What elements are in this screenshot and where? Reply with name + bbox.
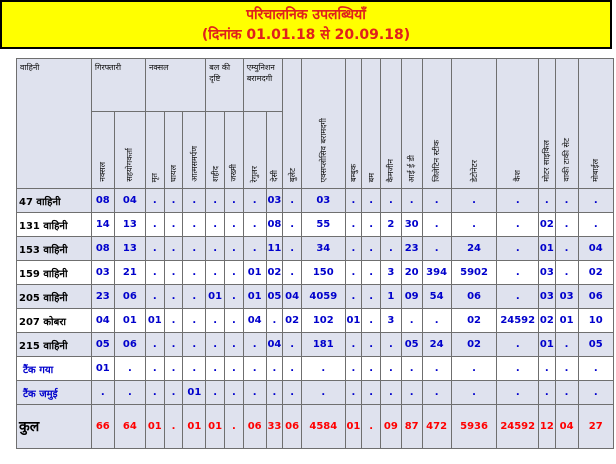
total-cell: 24592 bbox=[497, 405, 539, 449]
total-cell: 01 bbox=[183, 405, 206, 449]
table-cell: 150 bbox=[301, 261, 345, 285]
table-cell: . bbox=[497, 381, 539, 405]
total-cell: 06 bbox=[243, 405, 266, 449]
report-date-range: (दिनांक 01.01.18 से 20.09.18) bbox=[201, 27, 411, 43]
row-unit-name: टैंक जमुई bbox=[17, 381, 92, 405]
report-title: परिचालनिक उपलब्धियाँ bbox=[246, 7, 366, 23]
table-cell: . bbox=[283, 381, 302, 405]
header-col-label: मोटर साइकिल bbox=[542, 140, 552, 182]
header-col-label: बुलेट bbox=[287, 167, 297, 182]
header-col-label: आई ई डी bbox=[407, 154, 417, 182]
total-cell: 12 bbox=[539, 405, 556, 449]
row-unit-name: 205 वाहिनी bbox=[17, 285, 92, 309]
header-col-9 bbox=[283, 59, 302, 189]
table-cell: . bbox=[345, 261, 362, 285]
header-group-arrest: गिरफ्तारी bbox=[91, 59, 145, 112]
table-cell: . bbox=[225, 285, 244, 309]
table-row bbox=[17, 309, 614, 333]
header-col-15 bbox=[422, 59, 451, 189]
table-cell: . bbox=[164, 237, 183, 261]
table-cell: . bbox=[497, 261, 539, 285]
table-cell: . bbox=[578, 213, 613, 237]
table-cell: 04 bbox=[243, 309, 266, 333]
table-cell: 04 bbox=[283, 285, 302, 309]
table-cell: 05 bbox=[91, 333, 114, 357]
header-col-label: मोबाईल bbox=[591, 159, 601, 182]
table-cell: . bbox=[243, 381, 266, 405]
table-cell: . bbox=[183, 309, 206, 333]
table-cell: 01 bbox=[183, 381, 206, 405]
table-cell: 02 bbox=[451, 309, 497, 333]
table-cell: . bbox=[401, 309, 422, 333]
header-col-7 bbox=[243, 112, 266, 189]
table-cell: . bbox=[183, 261, 206, 285]
table-cell: 30 bbox=[401, 213, 422, 237]
table-cell: . bbox=[555, 357, 578, 381]
total-cell: 01 bbox=[345, 405, 362, 449]
header-col-19 bbox=[555, 59, 578, 189]
table-cell: 03 bbox=[555, 285, 578, 309]
table-cell: 04 bbox=[266, 333, 283, 357]
header-col-4 bbox=[183, 112, 206, 189]
header-col-label: डेटोनेटर bbox=[469, 159, 479, 182]
table-cell: . bbox=[345, 213, 362, 237]
table-cell: . bbox=[206, 381, 225, 405]
header-col-16 bbox=[451, 59, 497, 189]
table-cell: 102 bbox=[301, 309, 345, 333]
table-cell: . bbox=[555, 333, 578, 357]
header-col-label: कैमजीन bbox=[386, 158, 396, 182]
table-row bbox=[17, 261, 614, 285]
total-cell: 66 bbox=[91, 405, 114, 449]
table-cell: 13 bbox=[114, 237, 145, 261]
table-cell: . bbox=[362, 333, 381, 357]
table-cell: . bbox=[451, 189, 497, 213]
table-cell: 03 bbox=[301, 189, 345, 213]
table-cell: 181 bbox=[301, 333, 345, 357]
table-cell: . bbox=[451, 381, 497, 405]
header-col-6 bbox=[225, 112, 244, 189]
table-cell: 02 bbox=[283, 309, 302, 333]
header-col-0 bbox=[91, 112, 114, 189]
table-row bbox=[17, 285, 614, 309]
table-cell: . bbox=[91, 381, 114, 405]
table-cell: 04 bbox=[578, 237, 613, 261]
table-cell: . bbox=[145, 381, 164, 405]
report-banner bbox=[0, 0, 612, 49]
table-cell: 08 bbox=[91, 237, 114, 261]
table-cell: 24592 bbox=[497, 309, 539, 333]
table-cell: . bbox=[497, 333, 539, 357]
total-cell: 5936 bbox=[451, 405, 497, 449]
total-cell: . bbox=[225, 405, 244, 449]
table-cell: 4059 bbox=[301, 285, 345, 309]
table-cell: 3 bbox=[380, 261, 401, 285]
table-cell: 06 bbox=[451, 285, 497, 309]
total-cell: 01 bbox=[206, 405, 225, 449]
table-cell: . bbox=[422, 357, 451, 381]
table-cell: . bbox=[401, 189, 422, 213]
table-cell: 02 bbox=[539, 213, 556, 237]
table-cell: 02 bbox=[451, 333, 497, 357]
table-cell: 11 bbox=[266, 237, 283, 261]
table-cell: . bbox=[145, 261, 164, 285]
table-cell: 05 bbox=[401, 333, 422, 357]
header-group-ammunition: एम्युनिशन बरामदगी bbox=[243, 59, 283, 112]
table-cell: 01 bbox=[114, 309, 145, 333]
table-cell: . bbox=[243, 357, 266, 381]
header-row-groups bbox=[17, 59, 614, 112]
table-cell: . bbox=[283, 261, 302, 285]
total-cell: 4584 bbox=[301, 405, 345, 449]
table-cell: . bbox=[451, 357, 497, 381]
table-cell: 394 bbox=[422, 261, 451, 285]
table-cell: . bbox=[555, 213, 578, 237]
table-cell: 24 bbox=[451, 237, 497, 261]
header-col-label: नक्सल bbox=[98, 162, 108, 182]
table-cell: . bbox=[206, 237, 225, 261]
table-cell: . bbox=[145, 189, 164, 213]
table-cell: . bbox=[145, 285, 164, 309]
table-cell: . bbox=[422, 237, 451, 261]
header-col-5 bbox=[206, 112, 225, 189]
table-cell: . bbox=[380, 237, 401, 261]
table-cell: . bbox=[225, 237, 244, 261]
table-cell: . bbox=[164, 261, 183, 285]
row-unit-name: 153 वाहिनी bbox=[17, 237, 92, 261]
table-cell: . bbox=[380, 333, 401, 357]
table-cell: 03 bbox=[266, 189, 283, 213]
header-col-label: बम्बुक bbox=[348, 164, 358, 182]
table-cell: 01 bbox=[243, 261, 266, 285]
table-cell: . bbox=[362, 309, 381, 333]
total-cell: 09 bbox=[380, 405, 401, 449]
table-cell: . bbox=[243, 237, 266, 261]
table-cell: . bbox=[362, 285, 381, 309]
table-cell: . bbox=[422, 213, 451, 237]
table-cell: . bbox=[183, 357, 206, 381]
table-cell: . bbox=[206, 189, 225, 213]
table-cell: . bbox=[555, 189, 578, 213]
table-cell: 23 bbox=[401, 237, 422, 261]
table-cell: 1 bbox=[380, 285, 401, 309]
total-cell: 64 bbox=[114, 405, 145, 449]
total-cell: 87 bbox=[401, 405, 422, 449]
header-col-label: वाकी टाकी सेट bbox=[562, 138, 572, 182]
header-col-18 bbox=[539, 59, 556, 189]
table-cell: 06 bbox=[114, 333, 145, 357]
table-cell: 02 bbox=[578, 261, 613, 285]
table-cell: . bbox=[451, 213, 497, 237]
row-unit-name: 47 वाहिनी bbox=[17, 189, 92, 213]
table-cell: . bbox=[225, 333, 244, 357]
table-cell: . bbox=[362, 189, 381, 213]
header-col-3 bbox=[164, 112, 183, 189]
table-cell: . bbox=[301, 357, 345, 381]
table-row bbox=[17, 381, 614, 405]
table-cell: . bbox=[114, 381, 145, 405]
table-cell: . bbox=[578, 381, 613, 405]
table-row bbox=[17, 333, 614, 357]
table-cell: 10 bbox=[578, 309, 613, 333]
table-cell: 01 bbox=[145, 309, 164, 333]
table-cell: . bbox=[578, 189, 613, 213]
table-cell: . bbox=[164, 213, 183, 237]
table-cell: 01 bbox=[91, 357, 114, 381]
table-cell: . bbox=[225, 213, 244, 237]
row-unit-name: 131 वाहिनी bbox=[17, 213, 92, 237]
table-cell: . bbox=[283, 237, 302, 261]
total-cell: 06 bbox=[283, 405, 302, 449]
row-unit-name: 159 वाहिनी bbox=[17, 261, 92, 285]
header-col-label: रेगुलर bbox=[250, 165, 260, 182]
table-cell: . bbox=[401, 357, 422, 381]
table-cell: . bbox=[362, 237, 381, 261]
table-row bbox=[17, 237, 614, 261]
table-cell: . bbox=[225, 261, 244, 285]
table-cell: 03 bbox=[91, 261, 114, 285]
table-cell: 05 bbox=[578, 333, 613, 357]
table-cell: 01 bbox=[555, 309, 578, 333]
total-row bbox=[17, 405, 614, 449]
table-cell: 5902 bbox=[451, 261, 497, 285]
table-row bbox=[17, 357, 614, 381]
table-cell: . bbox=[225, 309, 244, 333]
table-cell: . bbox=[555, 381, 578, 405]
table-cell: . bbox=[362, 261, 381, 285]
header-col-label: बम bbox=[366, 172, 376, 182]
header-col-12 bbox=[362, 59, 381, 189]
header-unit: वाहिनी bbox=[17, 59, 92, 189]
table-cell: . bbox=[422, 189, 451, 213]
table-cell: 2 bbox=[380, 213, 401, 237]
table-cell: . bbox=[362, 357, 381, 381]
table-cell: . bbox=[539, 357, 556, 381]
table-cell: . bbox=[145, 357, 164, 381]
table-cell: . bbox=[114, 357, 145, 381]
table-cell: . bbox=[497, 189, 539, 213]
table-cell: . bbox=[206, 213, 225, 237]
table-cell: . bbox=[283, 333, 302, 357]
table-cell: . bbox=[183, 237, 206, 261]
table-cell: . bbox=[539, 189, 556, 213]
table-cell: . bbox=[345, 285, 362, 309]
table-cell: . bbox=[283, 357, 302, 381]
table-cell: . bbox=[539, 381, 556, 405]
total-cell: . bbox=[164, 405, 183, 449]
table-cell: . bbox=[555, 261, 578, 285]
table-cell: . bbox=[243, 213, 266, 237]
table-cell: 05 bbox=[266, 285, 283, 309]
table-cell: 03 bbox=[539, 285, 556, 309]
table-cell: 13 bbox=[114, 213, 145, 237]
table-cell: . bbox=[345, 189, 362, 213]
table-cell: . bbox=[283, 213, 302, 237]
table-cell: . bbox=[380, 357, 401, 381]
header-col-label: मृत bbox=[150, 172, 160, 182]
table-cell: 06 bbox=[578, 285, 613, 309]
table-cell: 54 bbox=[422, 285, 451, 309]
table-cell: . bbox=[225, 381, 244, 405]
table-cell: 01 bbox=[539, 333, 556, 357]
table-cell: . bbox=[301, 381, 345, 405]
table-cell: 02 bbox=[266, 261, 283, 285]
table-cell: . bbox=[243, 189, 266, 213]
header-col-label: देसी bbox=[269, 170, 279, 182]
header-col-8 bbox=[266, 112, 283, 189]
table-cell: 01 bbox=[206, 285, 225, 309]
header-col-17 bbox=[497, 59, 539, 189]
table-cell: 01 bbox=[539, 237, 556, 261]
table-cell: . bbox=[497, 285, 539, 309]
table-cell: . bbox=[243, 333, 266, 357]
table-cell: . bbox=[380, 381, 401, 405]
total-label: कुल bbox=[17, 405, 92, 449]
header-col-14 bbox=[401, 59, 422, 189]
table-cell: . bbox=[183, 333, 206, 357]
table-cell: . bbox=[145, 213, 164, 237]
table-cell: 01 bbox=[243, 285, 266, 309]
table-cell: . bbox=[164, 189, 183, 213]
table-cell: . bbox=[345, 333, 362, 357]
table-cell: 04 bbox=[114, 189, 145, 213]
header-col-label: एक्सप्लोसिव बरामदगी bbox=[318, 117, 328, 182]
table-cell: . bbox=[206, 261, 225, 285]
table-cell: . bbox=[362, 381, 381, 405]
table-cell: . bbox=[206, 357, 225, 381]
table-cell: . bbox=[164, 357, 183, 381]
table-cell: . bbox=[380, 189, 401, 213]
table-cell: 08 bbox=[91, 189, 114, 213]
table-cell: . bbox=[183, 213, 206, 237]
table-cell: 02 bbox=[539, 309, 556, 333]
table-cell: 3 bbox=[380, 309, 401, 333]
total-cell: 33 bbox=[266, 405, 283, 449]
header-col-label: जिलेटिन स्टीक bbox=[432, 140, 442, 182]
table-cell: . bbox=[164, 333, 183, 357]
table-cell: . bbox=[183, 189, 206, 213]
header-col-label: सहयोगकर्ता bbox=[125, 148, 135, 182]
table-cell: . bbox=[225, 189, 244, 213]
achievements-table bbox=[16, 58, 614, 449]
table-cell: . bbox=[422, 309, 451, 333]
total-cell: 01 bbox=[145, 405, 164, 449]
header-col-label: शहीद bbox=[210, 165, 220, 182]
table-cell: . bbox=[401, 381, 422, 405]
table-cell: . bbox=[555, 237, 578, 261]
header-col-10 bbox=[301, 59, 345, 189]
table-cell: . bbox=[266, 357, 283, 381]
table-cell: . bbox=[422, 381, 451, 405]
table-cell: 14 bbox=[91, 213, 114, 237]
total-cell: . bbox=[362, 405, 381, 449]
table-cell: . bbox=[206, 309, 225, 333]
table-cell: 34 bbox=[301, 237, 345, 261]
row-unit-name: 215 वाहिनी bbox=[17, 333, 92, 357]
header-col-label: कैश bbox=[513, 170, 523, 182]
table-cell: . bbox=[164, 381, 183, 405]
table-cell: 23 bbox=[91, 285, 114, 309]
table-cell: . bbox=[206, 333, 225, 357]
table-cell: . bbox=[362, 213, 381, 237]
table-cell: 20 bbox=[401, 261, 422, 285]
header-col-13 bbox=[380, 59, 401, 189]
table-cell: 04 bbox=[91, 309, 114, 333]
table-cell: 03 bbox=[539, 261, 556, 285]
table-cell: . bbox=[225, 357, 244, 381]
table-cell: 01 bbox=[345, 309, 362, 333]
table-cell: 08 bbox=[266, 213, 283, 237]
table-cell: . bbox=[145, 237, 164, 261]
table-cell: 06 bbox=[114, 285, 145, 309]
row-unit-name: 207 कोबरा bbox=[17, 309, 92, 333]
header-col-11 bbox=[345, 59, 362, 189]
table-cell: . bbox=[345, 381, 362, 405]
table-cell: . bbox=[497, 213, 539, 237]
table-cell: . bbox=[164, 285, 183, 309]
table-cell: . bbox=[183, 285, 206, 309]
table-cell: . bbox=[145, 333, 164, 357]
header-col-label: आत्मसमर्पण bbox=[189, 146, 199, 182]
total-cell: 04 bbox=[555, 405, 578, 449]
table-cell: . bbox=[497, 357, 539, 381]
table-cell: 24 bbox=[422, 333, 451, 357]
table-cell: . bbox=[266, 381, 283, 405]
header-col-20 bbox=[578, 59, 613, 189]
header-col-label: जख्मी bbox=[229, 164, 239, 182]
table-cell: . bbox=[345, 357, 362, 381]
header-group-force-loss: बल की दृष्टि bbox=[206, 59, 243, 112]
table-cell: . bbox=[578, 357, 613, 381]
header-group-naxal: नक्सल bbox=[145, 59, 205, 112]
row-unit-name: टैंक गया bbox=[17, 357, 92, 381]
header-col-2 bbox=[145, 112, 164, 189]
table-row bbox=[17, 189, 614, 213]
table-cell: . bbox=[283, 189, 302, 213]
header-col-1 bbox=[114, 112, 145, 189]
table-cell: . bbox=[497, 237, 539, 261]
header-col-label: घायल bbox=[169, 165, 179, 182]
table-cell: . bbox=[266, 309, 283, 333]
table-cell: 21 bbox=[114, 261, 145, 285]
total-cell: 27 bbox=[578, 405, 613, 449]
table-cell: 09 bbox=[401, 285, 422, 309]
table-cell: . bbox=[164, 309, 183, 333]
table-cell: 55 bbox=[301, 213, 345, 237]
table-row bbox=[17, 213, 614, 237]
table-cell: . bbox=[345, 237, 362, 261]
total-cell: 472 bbox=[422, 405, 451, 449]
